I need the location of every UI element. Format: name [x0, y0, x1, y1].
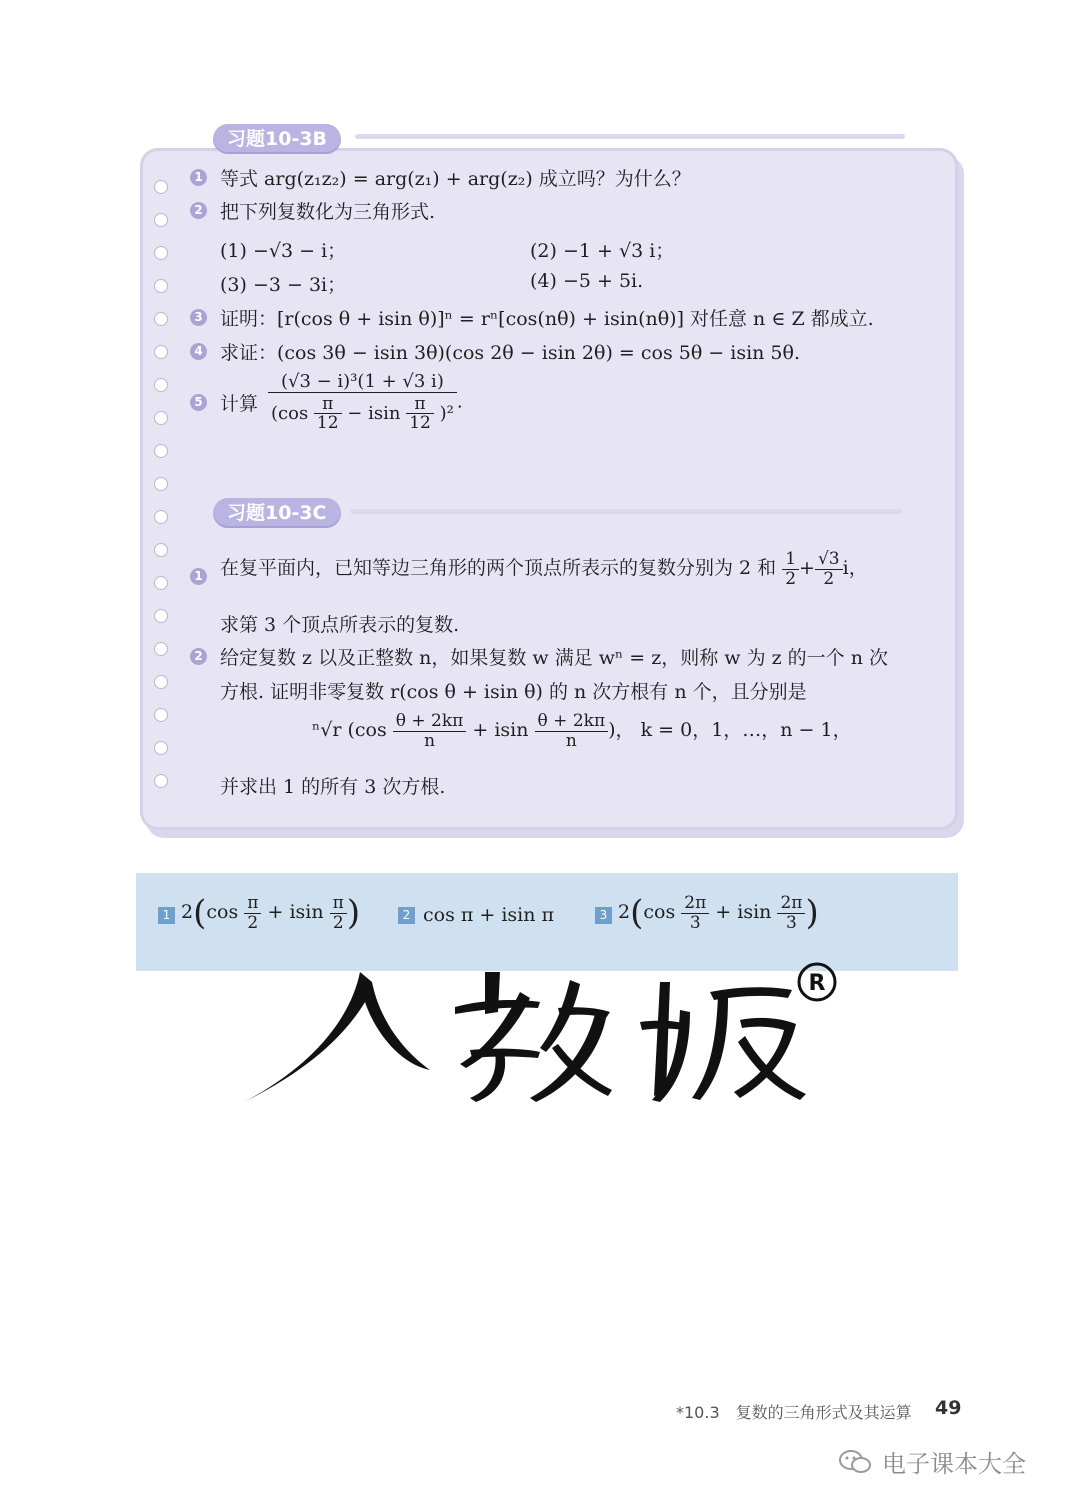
section-c-rule	[350, 509, 902, 514]
b-problem-4-number: 4	[190, 343, 207, 360]
b-problem-5-pi-2: π	[406, 395, 434, 415]
b-problem-3-text: 证明：[r(cos θ + isin θ)]ⁿ = rⁿ[cos(nθ) + isin(nθ)] 对任意 n ∈ Z 都成立.	[220, 308, 874, 330]
b-problem-2-part-3: (3) −3 − 3i；	[220, 274, 347, 296]
b-problem-1-number: 1	[190, 169, 207, 186]
c-problem-1-line-1	[220, 550, 868, 588]
answer-1-rparen: )	[346, 893, 361, 933]
answer-1-pden-1: 2	[247, 912, 259, 933]
answer-1	[181, 893, 360, 933]
answer-3-coef: 2	[618, 901, 631, 923]
answer-1-lparen: (	[193, 893, 207, 933]
b-problem-5-twelve-2: 12	[409, 413, 431, 434]
c-problem-2-text-c: 并求出 1 的所有 3 次方根.	[220, 776, 446, 798]
b-problem-2-part-1: (1) −√3 − i；	[220, 240, 347, 262]
c-problem-2-isin: + isin	[472, 719, 529, 742]
b-problem-2-text: 把下列复数化为三角形式.	[220, 201, 436, 223]
b-problem-5-twelve-1: 12	[316, 413, 339, 434]
c-problem-1-text-b: 求第 3 个顶点所表示的复数.	[220, 614, 460, 636]
answer-1-pnum-2: π	[330, 894, 347, 914]
answer-3-rparen: )	[805, 893, 819, 933]
answer-3-pden-2: 3	[786, 912, 797, 933]
answer-3	[618, 893, 819, 933]
answer-1-coef: 2	[181, 901, 194, 923]
b-problem-5-numerator: (√3 − i)³(1 + √3 i)	[268, 372, 457, 393]
answer-1-pden-2: 2	[332, 912, 344, 933]
watermark-text: 电子课本大全	[882, 1450, 1026, 1478]
answer-1-cos: cos	[206, 901, 239, 923]
b-problem-5-end: .	[456, 391, 463, 413]
c-problem-1-text-a: 在复平面内，已知等边三角形的两个顶点所表示的复数分别为 2 和	[220, 557, 777, 580]
b-problem-5-den-mid: − isin	[347, 402, 401, 424]
answer-3-cos: cos	[643, 901, 676, 923]
c-problem-2-frac-den-2: n	[565, 730, 577, 751]
answer-3-pnum-1: 2π	[681, 894, 709, 914]
answer-2-number: 2	[398, 907, 415, 924]
b-problem-5-expression	[268, 372, 463, 433]
c-problem-2-frac-num-1: θ + 2kπ	[393, 712, 467, 732]
svg-text:R: R	[808, 971, 826, 996]
c-problem-2-formula	[312, 712, 852, 750]
c-problem-2-text-b: 方根. 证明非零复数 r(cos θ + isin θ) 的 n 次方根有 n 个，且分别是	[220, 681, 807, 703]
c-problem-1-sqrt3-den: 2	[823, 568, 835, 589]
page-number: 49	[935, 1397, 962, 1419]
answer-1-number: 1	[158, 907, 175, 924]
section-b-rule	[355, 134, 905, 139]
c-problem-2-k-range: k = 0，1，…，n − 1，	[640, 719, 852, 742]
c-problem-1-half-num: 1	[782, 550, 799, 570]
answer-3-pnum-2: 2π	[777, 894, 805, 914]
c-problem-1-half-den: 2	[785, 568, 797, 589]
publisher-logo	[240, 952, 850, 1110]
b-problem-5-den-left: (cos	[271, 402, 309, 424]
b-problem-3-number: 3	[190, 309, 207, 326]
c-problem-1-number: 1	[190, 568, 207, 585]
answer-3-lparen: (	[630, 893, 644, 933]
b-problem-1-text: 等式 arg(z₁z₂) = arg(z₁) + arg(z₂) 成立吗？为什么？	[220, 168, 691, 190]
c-problem-2-root: ⁿ√r	[312, 719, 342, 742]
b-problem-5-number: 5	[190, 394, 207, 411]
footer-section: *10.3 复数的三角形式及其运算	[676, 1403, 912, 1422]
b-problem-2-part-4: (4) −5 + 5i.	[530, 270, 644, 292]
c-problem-1-sqrt3: √3	[815, 550, 843, 570]
b-problem-5-label: 计算	[220, 393, 259, 415]
c-problem-1-plus: +	[799, 557, 815, 580]
c-problem-2-close: )，	[608, 719, 635, 742]
b-problem-2-part-2: (2) −1 + √3 i；	[530, 240, 675, 262]
section-c-title: 习题10-3C	[213, 498, 341, 528]
section-b-title: 习题10-3B	[213, 124, 341, 154]
b-problem-5-den-right: )²	[439, 402, 454, 424]
c-problem-2-frac-den-1: n	[424, 730, 436, 751]
b-problem-4-text: 求证：(cos 3θ − isin 3θ)(cos 2θ − isin 2θ) = cos 5θ − isin 5θ.	[220, 342, 801, 364]
c-problem-2-number: 2	[190, 648, 207, 665]
answer-3-isin: + isin	[715, 901, 772, 923]
c-problem-2-frac-num-2: θ + 2kπ	[535, 712, 609, 732]
b-problem-5-pi-1: π	[314, 395, 342, 415]
answer-2-text: cos π + isin π	[423, 904, 555, 926]
c-problem-2-text-a: 给定复数 z 以及正整数 n，如果复数 w 满足 wⁿ = z，则称 w 为 z 的一个 n 次	[220, 647, 888, 669]
answer-3-pden-1: 3	[689, 912, 701, 933]
answer-1-isin: + isin	[267, 901, 324, 923]
answer-1-pnum-1: π	[244, 894, 261, 914]
c-problem-1-i: i，	[842, 557, 868, 580]
b-problem-2-number: 2	[190, 202, 207, 219]
c-problem-2-cos: (cos	[347, 719, 387, 742]
answer-3-number: 3	[595, 907, 612, 924]
wechat-icon	[838, 1448, 872, 1476]
